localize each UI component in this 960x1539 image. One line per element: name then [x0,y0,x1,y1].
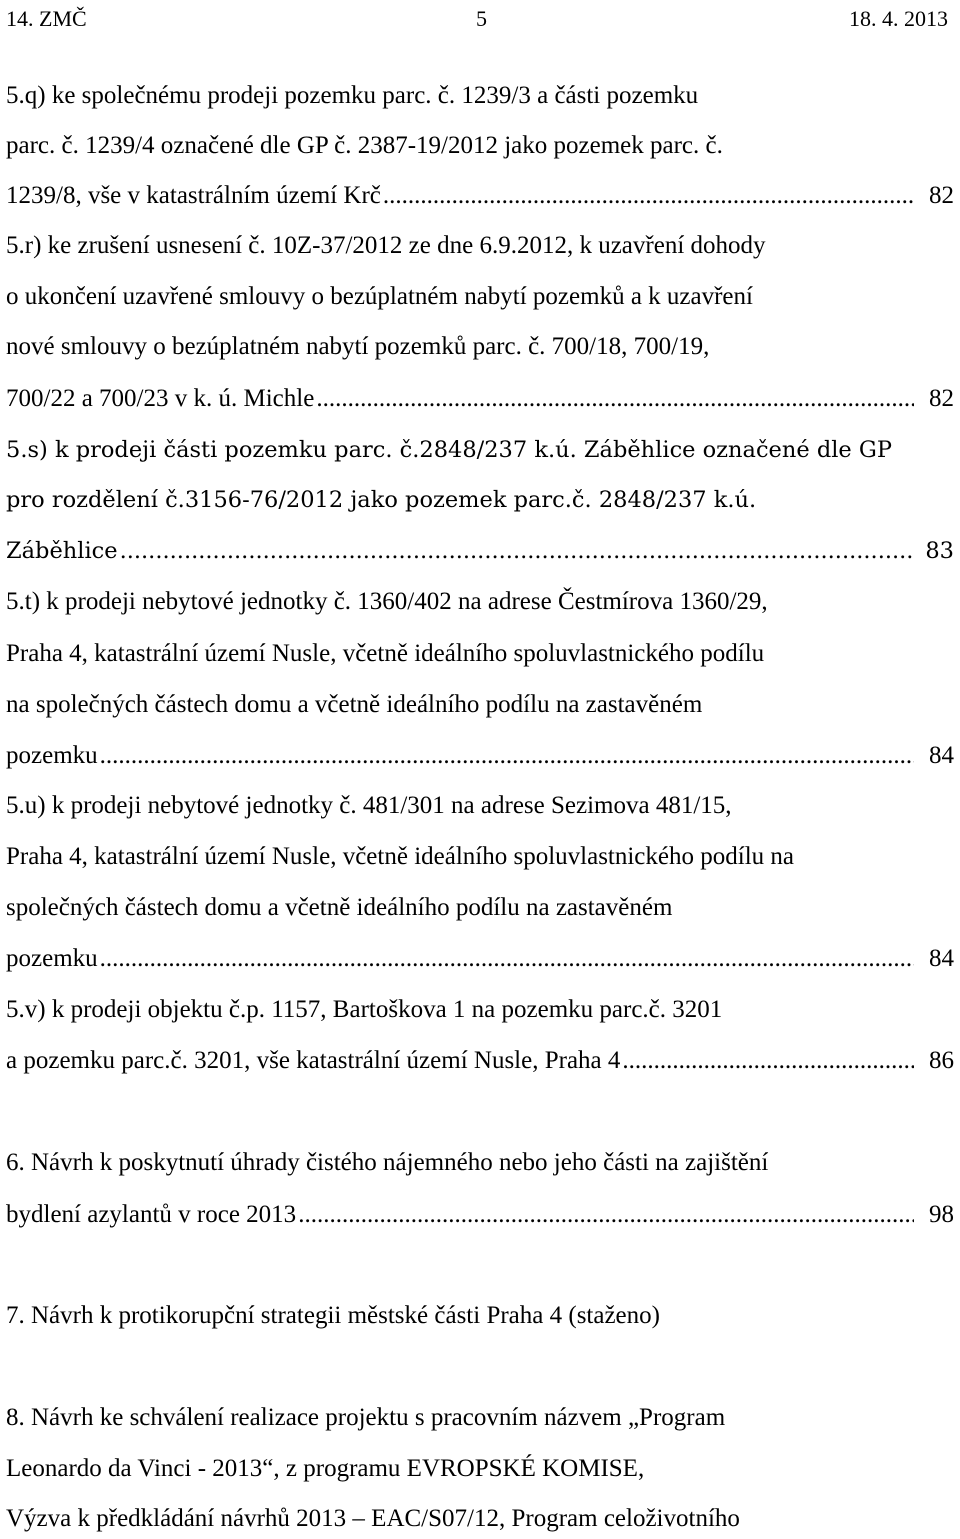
header-session: 14. ZMČ [6,6,87,31]
toc-entry-5t-line2: Praha 4, katastrální území Nusle, včetně ideálního spoluvlastnického podílu [6,640,765,667]
toc-entry-5q-line2: parc. č. 1239/4 označené dle GP č. 2387-19/2012 jako pozemek parc. č. [6,132,723,159]
toc-entry-5u-line3: společných částech domu a včetně ideálního podílu na zastavěném [6,894,673,921]
toc-entry-5t-line1: 5.t) k prodeji nebytové jednotky č. 1360/402 na adrese Čestmírova 1360/29, [6,588,768,615]
toc-entry-5t-page: 84 [929,742,954,769]
leader-dots [100,736,914,776]
toc-entry-5q-text: 1239/8, vše v katastrálním území Krč [6,182,381,209]
toc-entry-5t-text: pozemku [6,742,98,769]
toc-entry-5r-page: 82 [929,385,954,412]
toc-entry-5u-line2: Praha 4, katastrální území Nusle, včetně ideálního spoluvlastnického podílu na [6,843,794,870]
toc-entry-8-line1: 8. Návrh ke schválení realizace projektu s pracovním názvem „Program [6,1404,726,1431]
header-date: 18. 4. 2013 [849,6,948,31]
leader-dots [622,1041,914,1081]
toc-entry-6-text: bydlení azylantů v roce 2013 [6,1201,297,1228]
toc-entry-6-page: 98 [929,1201,954,1228]
toc-entry-5q-line3[interactable] [6,176,954,216]
toc-entry-6-line2[interactable] [6,1195,954,1235]
toc-entry-5t-line4[interactable] [6,736,954,776]
leader-dots [100,939,914,979]
toc-entry-5q-line1: 5.q) ke společnému prodeji pozemku parc. č. 1239/3 a části pozemku [6,82,699,109]
header-page-number: 5 [476,6,487,31]
toc-entry-5r-line3: nové smlouvy o bezúplatném nabytí pozemků parc. č. 700/18, 700/19, [6,333,710,360]
toc-entry-5t-line3: na společných částech domu a včetně ideálního podílu na zastavěném [6,691,703,718]
toc-entry-8-line3: Výzva k předkládání návrhů 2013 – EAC/S07/12, Program celoživotního [6,1505,740,1532]
toc-entry-5u-text: pozemku [6,945,98,972]
toc-entry-5u-line1: 5.u) k prodeji nebytové jednotky č. 481/301 na adrese Sezimova 481/15, [6,792,732,819]
toc-entry-5r-text: 700/22 a 700/23 v k. ú. Michle [6,385,315,412]
toc-entry-5r-line4[interactable] [6,379,954,419]
toc-entry-5s-line2: pro rozdělení č.3156-76/2012 jako pozemek parc.č. 2848/237 k.ú. [6,487,757,513]
toc-entry-5s-line3[interactable] [6,531,954,571]
toc-entry-5r-line1: 5.r) ke zrušení usnesení č. 10Z-37/2012 ze dne 6.9.2012, k uzavření dohody [6,232,766,259]
toc-entry-7-line1[interactable]: 7. Návrh k protikorupční strategii městské části Praha 4 (staženo) [6,1302,660,1329]
toc-entry-5u-page: 84 [929,945,954,972]
toc-entry-5v-text: a pozemku parc.č. 3201, vše katastrální území Nusle, Praha 4 [6,1047,621,1074]
toc-entry-5v-line1: 5.v) k prodeji objektu č.p. 1157, Bartoškova 1 na pozemku parc.č. 3201 [6,996,723,1023]
leader-dots [316,379,914,419]
toc-entry-6-line1: 6. Návrh k poskytnutí úhrady čistého nájemného nebo jeho části na zajištění [6,1149,769,1176]
toc-entry-5q-page: 82 [929,182,954,209]
toc-entry-5s-line1: 5.s) k prodeji části pozemku parc. č.2848/237 k.ú. Záběhlice označené dle GP [6,437,892,463]
toc-entry-5u-line4[interactable] [6,939,954,979]
toc-entry-5v-line2[interactable] [6,1041,954,1081]
leader-dots [298,1195,914,1235]
toc-entry-8-line2: Leonardo da Vinci - 2013“, z programu EVROPSKÉ KOMISE, [6,1455,645,1482]
toc-entry-5r-line2: o ukončení uzavřené smlouvy o bezúplatném nabytí pozemků a k uzavření [6,283,753,310]
leader-dots [120,531,914,571]
toc-entry-5v-page: 86 [929,1047,954,1074]
toc-entry-5s-text: Záběhlice [6,538,118,564]
page-header [6,4,948,34]
leader-dots [383,176,914,216]
toc-entry-5s-page: 83 [925,538,954,564]
